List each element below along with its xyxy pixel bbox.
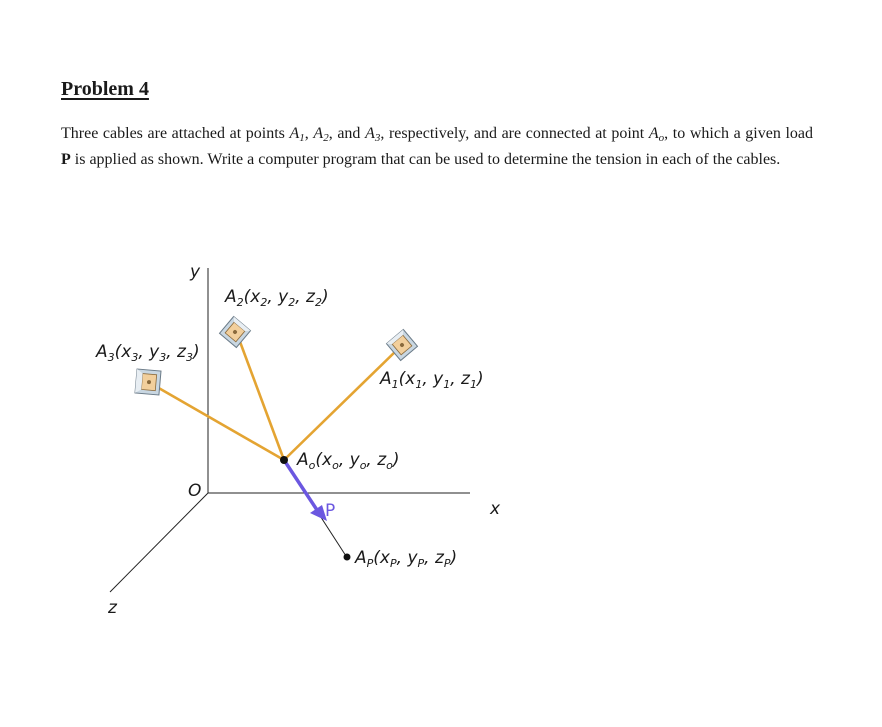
bracket-a2-icon — [220, 317, 251, 348]
load-label: P — [325, 501, 336, 521]
origin-label: O — [188, 481, 202, 501]
z-axis-line — [110, 493, 208, 592]
label-a3: $A_3(x_3$, $y_3$, $z_3$) — [96, 342, 200, 364]
statement-text: , to which a given load — [664, 125, 814, 142]
axis-x-label: x — [490, 499, 501, 519]
point-a2: $A_2$ — [313, 125, 329, 144]
point-a1: $A_1$ — [289, 125, 305, 144]
cable-a2 — [236, 331, 284, 460]
statement-text: Three cables are attached at points — [61, 125, 290, 142]
statement-text: , respectively, and are connected at point — [380, 125, 649, 142]
label-a2: $A_2(x_2$, $y_2$, $z_2$) — [225, 287, 329, 309]
cable-a1 — [284, 347, 400, 460]
point-ap-dot — [344, 554, 351, 561]
cable-a3 — [150, 383, 284, 460]
axis-y-label: y — [190, 262, 201, 282]
coordinate-axes — [110, 268, 470, 592]
statement-text: is applied as shown. Write a computer program that can be used to determine the tension in each of the cables. — [70, 151, 781, 168]
load-symbol: P — [61, 151, 71, 168]
label-ap: $A_P(x_P$, $y_P$, $z_P$) — [355, 548, 458, 570]
problem-title: Problem 4 — [61, 78, 149, 100]
label-a1: $A_1(x_1$, $y_1$, $z_1$) — [380, 369, 484, 391]
point-ao: $A_o$ — [648, 125, 665, 144]
bracket-a3-icon — [135, 369, 161, 395]
statement-text: , — [304, 125, 314, 142]
point-a3: $A_3$ — [365, 125, 381, 144]
statement-text: , and — [328, 125, 366, 142]
label-ao: $A_o(x_o$, $y_o$, $z_o$) — [297, 450, 400, 472]
axis-z-label: z — [108, 598, 117, 618]
point-ao-dot — [280, 456, 288, 464]
